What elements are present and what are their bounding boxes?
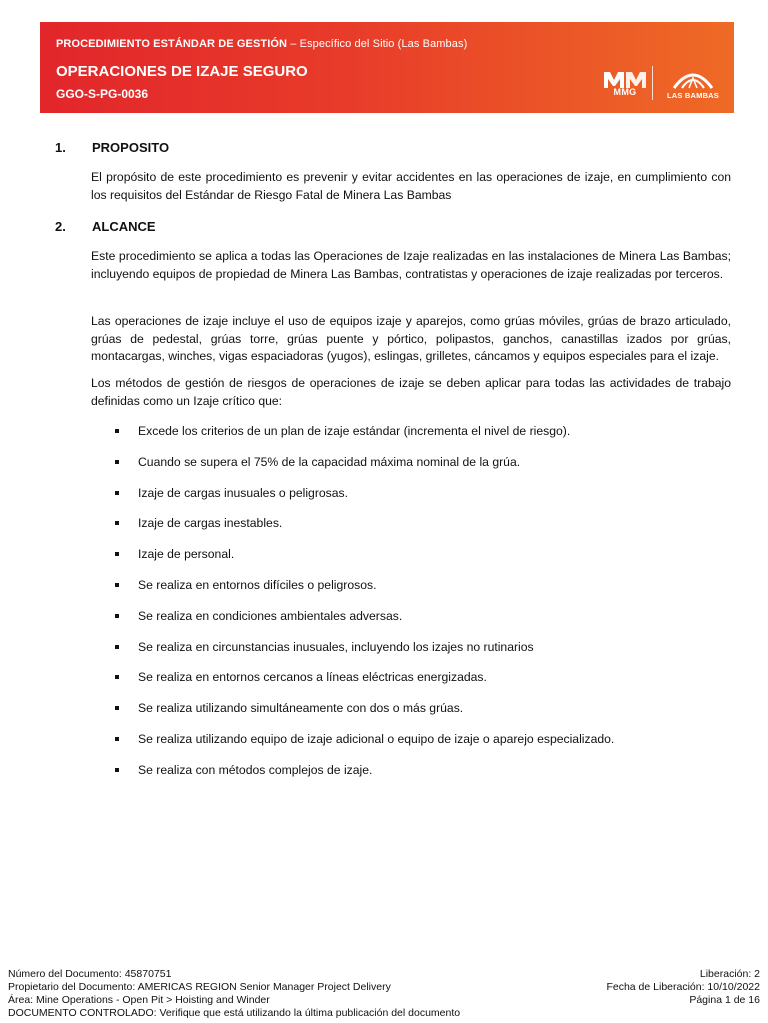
scope-paragraph-3: Los métodos de gestión de riesgos de operaciones de izaje se deben aplicar para todas las actividades de trabajo definidas como un Izaje crítico que: — [91, 376, 731, 408]
purpose-paragraph: El propósito de este procedimiento es prevenir y evitar accidentes en las operaciones de izaje, en cumplimiento con los requisitos del Estándar de Riesgo Fatal de Minera Las Bambas — [91, 170, 731, 202]
las-bambas-logo-mark — [656, 66, 730, 90]
logo-divider — [652, 66, 653, 100]
footer-release: Liberación: 2 — [699, 968, 760, 980]
list-item-text: Se realiza con métodos complejos de izaje. — [138, 762, 373, 777]
list-item — [91, 546, 731, 577]
list-item-text: Excede los criterios de un plan de izaje estándar (incrementa el nivel de riesgo). — [138, 424, 571, 438]
footer-page-number: Página 1 de 16 — [689, 994, 760, 1006]
section-2-number: 2. — [55, 219, 66, 234]
bullet-square-icon — [115, 706, 119, 710]
bullet-square-icon — [115, 675, 119, 679]
list-item — [91, 639, 731, 670]
bullet-square-icon — [115, 460, 119, 464]
procedure-scope: – Específico del Sitio (Las Bambas) — [290, 38, 468, 50]
procedure-type: PROCEDIMIENTO ESTÁNDAR DE GESTIÓN — [56, 38, 288, 50]
list-item — [91, 515, 731, 546]
list-item-text: Se realiza en entornos cercanos a líneas eléctricas energizadas. — [138, 670, 487, 685]
list-item-text: Cuando se supera el 75% de la capacidad máxima nominal de la grúa. — [138, 454, 521, 469]
list-item — [91, 485, 731, 516]
las-bambas-logo-text: LAS BAMBAS — [667, 91, 719, 100]
bullet-square-icon — [115, 521, 119, 525]
scope-paragraph-1: Este procedimiento se aplica a todas las Operaciones de Izaje realizadas en las instalaciones de Minera Las Bambas; incluyendo equipos de propiedad de Minera Las Bambas, contratistas y operaciones de izaje realizadas por terceros. — [91, 249, 731, 281]
document-header-banner — [40, 22, 734, 113]
bullet-square-icon — [115, 583, 119, 587]
list-item-text: Izaje de cargas inusuales o peligrosas. — [138, 485, 349, 500]
list-item — [91, 731, 731, 762]
list-item — [91, 762, 731, 793]
section-2-title: ALCANCE — [92, 219, 156, 234]
list-item-text: Se realiza utilizando simultáneamente con dos o más grúas. — [138, 701, 464, 716]
bullet-square-icon — [115, 768, 119, 772]
list-item — [91, 669, 731, 700]
list-item — [91, 577, 731, 608]
bullet-square-icon — [115, 737, 119, 741]
footer-controlled-notice: DOCUMENTO CONTROLADO: Verifique que está utilizando la última publicación del documento — [8, 1007, 461, 1019]
footer-release-date: Fecha de Liberación: 10/10/2022 — [606, 981, 760, 993]
list-item — [91, 423, 731, 454]
section-1-number: 1. — [55, 140, 66, 155]
list-item-text: Izaje de cargas inestables. — [138, 516, 283, 531]
list-item — [91, 608, 731, 639]
footer-document-owner: Propietario del Documento: AMERICAS REGION Senior Manager Project Delivery — [8, 981, 391, 993]
scope-paragraph-2: Las operaciones de izaje incluye el uso de equipos izaje y aparejos, como grúas móviles, grúas de brazo articulado, grúas de pedestal, grúas torre, grúas puente y pórtico, polipastos, ganchos, canastillas izados por grúas, montacargas, winches, vigas espaciadoras (yugos), eslingas, grilletes, cáncamos y equipos especiales para el izaje. — [91, 314, 731, 363]
procedure-type-label — [56, 38, 467, 50]
bullet-square-icon — [115, 429, 119, 433]
mmg-logo — [602, 68, 648, 98]
critical-lift-criteria-list — [91, 423, 731, 793]
list-item-text: Se realiza utilizando equipo de izaje adicional o equipo de izaje o aparejo especializado. — [138, 731, 615, 746]
document-code: GGO-S-PG-0036 — [56, 87, 149, 101]
list-item-text: Se realiza en entornos difíciles o peligrosos. — [138, 577, 377, 592]
las-bambas-logo — [656, 66, 730, 100]
bullet-square-icon — [115, 645, 119, 649]
mmg-logo-text: MMG — [613, 87, 637, 97]
bullet-square-icon — [115, 614, 119, 618]
document-title: OPERACIONES DE IZAJE SEGURO — [56, 63, 308, 80]
document-footer — [0, 966, 768, 1024]
list-item — [91, 700, 731, 731]
bullet-square-icon — [115, 552, 119, 556]
bullet-square-icon — [115, 491, 119, 495]
section-1-title: PROPOSITO — [92, 140, 170, 155]
list-item-text: Se realiza en condiciones ambientales adversas. — [138, 608, 403, 623]
list-item-text: Se realiza en circunstancias inusuales, incluyendo los izajes no rutinarios — [138, 639, 534, 654]
list-item-text: Izaje de personal. — [138, 547, 235, 562]
footer-area: Área: Mine Operations - Open Pit > Hoisting and Winder — [8, 994, 270, 1006]
footer-document-number: Número del Documento: 45870751 — [8, 968, 172, 980]
list-item — [91, 454, 731, 485]
